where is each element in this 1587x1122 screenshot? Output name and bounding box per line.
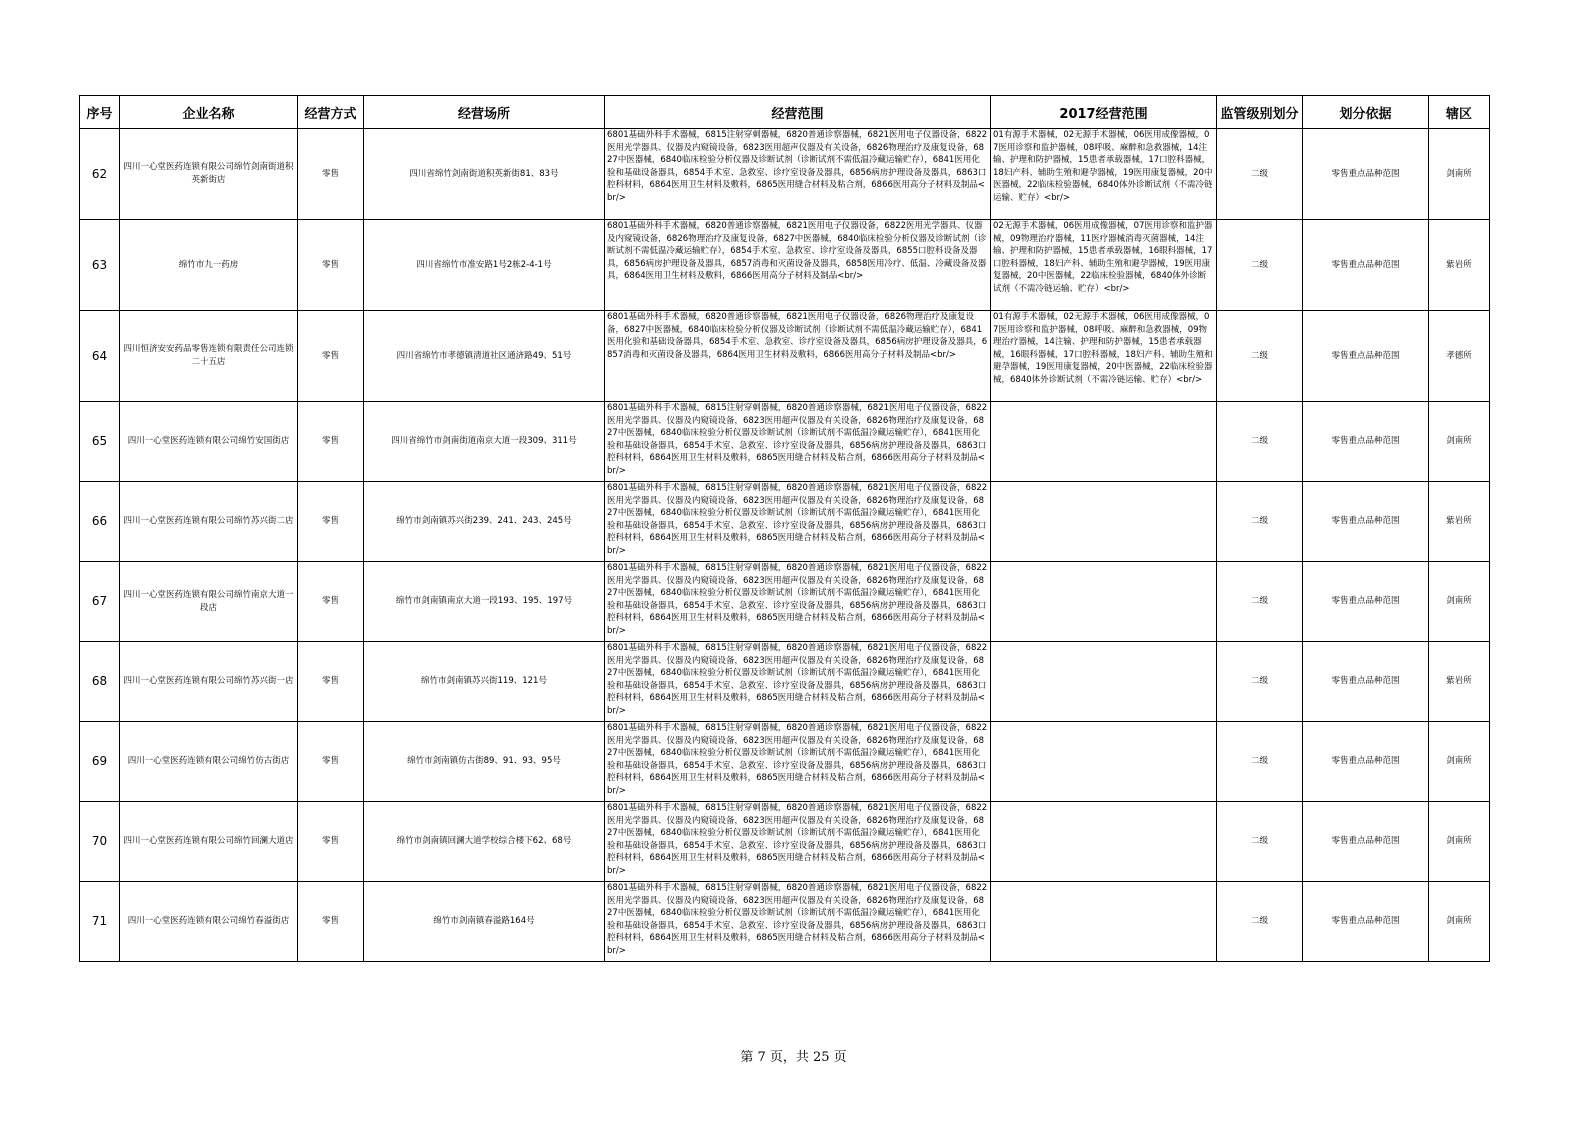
- table-row: [80, 722, 1490, 802]
- cell-scope: 6801基础外科手术器械，6820普通诊察器械，6821医用电子仪器设备，6826物理治疗及康复设备，6827中医器械，6840临床检验分析仪器及诊断试剂（诊断试剂不需低温冷藏运输贮存），6841医用化验和基础设备器具，6854手术室、急救室、诊疗室设备及器具，6856病房护理设备及器具，6857消毒和灭菌设备及器具，6864医用卫生材料及敷料，6866医用高分子材料及制品<br/>: [605, 311, 991, 402]
- cell-scope-2017: 01有源手术器械，02无源手术器械，06医用成像器械，07医用诊察和监护器械，08呼吸、麻醉和急救器械，09物理治疗器械，14注输、护理和防护器械，15患者承载器械，16眼科器械，17口腔科器械，18妇产科、辅助生殖和避孕器械，19医用康复器械，20中医器械，22临床检验器械，6840体外诊断试剂（不需冷链运输、贮存）<br/>: [991, 311, 1217, 402]
- cell-scope-2017: 02无源手术器械，06医用成像器械，07医用诊察和监护器械，09物理治疗器械，11医疗器械消毒灭菌器械，14注输、护理和防护器械，15患者承载器械，16眼科器械，17口腔科器械，18妇产科、辅助生殖和避孕器械，19医用康复器械，20中医器械，22临床检验器械，6840体外诊断试剂（不需冷链运输、贮存）<br/>: [991, 220, 1217, 311]
- cell-basis: 零售重点品种范围: [1303, 220, 1429, 311]
- table-row: [80, 311, 1490, 402]
- header-scope: 经营范围: [605, 96, 991, 129]
- cell-scope: 6801基础外科手术器械，6815注射穿刺器械，6820普通诊察器械，6821医用电子仪器设备，6822医用光学器具、仪器及内窥镜设备，6823医用超声仪器及有关设备，6826物理治疗及康复设备，6827中医器械，6840临床检验分析仪器及诊断试剂（诊断试剂不需低温冷藏运输贮存），6841医用化验和基础设备器具，6854手术室、急救室、诊疗室设备及器具，6856病房护理设备及器具，6863口腔科材料，6864医用卫生材料及敷料，6865医用缝合材料及粘合剂，6866医用高分子材料及制品<br/>: [605, 129, 991, 220]
- cell-mode: 零售: [298, 402, 364, 482]
- cell-scope: 6801基础外科手术器械，6815注射穿刺器械，6820普通诊察器械，6821医用电子仪器设备，6822医用光学器具、仪器及内窥镜设备，6823医用超声仪器及有关设备，6826物理治疗及康复设备，6827中医器械，6840临床检验分析仪器及诊断试剂（诊断试剂不需低温冷藏运输贮存），6841医用化验和基础设备器具，6854手术室、急救室、诊疗室设备及器具，6856病房护理设备及器具，6863口腔科材料，6864医用卫生材料及敷料，6865医用缝合材料及粘合剂，6866医用高分子材料及制品<br/>: [605, 722, 991, 802]
- cell-scope: 6801基础外科手术器械，6815注射穿刺器械，6820普通诊察器械，6821医用电子仪器设备，6822医用光学器具、仪器及内窥镜设备，6823医用超声仪器及有关设备，6826物理治疗及康复设备，6827中医器械，6840临床检验分析仪器及诊断试剂（诊断试剂不需低温冷藏运输贮存），6841医用化验和基础设备器具，6854手术室、急救室、诊疗室设备及器具，6856病房护理设备及器具，6863口腔科材料，6864医用卫生材料及敷料，6865医用缝合材料及粘合剂，6866医用高分子材料及制品<br/>: [605, 642, 991, 722]
- cell-basis: 零售重点品种范围: [1303, 482, 1429, 562]
- cell-basis: 零售重点品种范围: [1303, 802, 1429, 882]
- cell-basis: 零售重点品种范围: [1303, 129, 1429, 220]
- cell-level: 二级: [1217, 882, 1303, 962]
- cell-scope-2017: [991, 402, 1217, 482]
- cell-level: 二级: [1217, 642, 1303, 722]
- cell-seq: 62: [80, 129, 120, 220]
- cell-district: 剑南所: [1429, 129, 1490, 220]
- table-row: [80, 482, 1490, 562]
- cell-district: 紫岩所: [1429, 642, 1490, 722]
- header-scope-2017: 2017经营范围: [991, 96, 1217, 129]
- table-row: [80, 562, 1490, 642]
- cell-scope-2017: [991, 722, 1217, 802]
- cell-name: 四川恒济安安药品零售连锁有限责任公司连锁二十五店: [120, 311, 298, 402]
- cell-address: 绵竹市剑南镇回澜大道学校综合楼下62、68号: [364, 802, 605, 882]
- cell-level: 二级: [1217, 562, 1303, 642]
- header-basis: 划分依据: [1303, 96, 1429, 129]
- header-address: 经营场所: [364, 96, 605, 129]
- cell-name: 绵竹市九一药房: [120, 220, 298, 311]
- cell-seq: 71: [80, 882, 120, 962]
- table-row: [80, 882, 1490, 962]
- header-name: 企业名称: [120, 96, 298, 129]
- table-row: [80, 642, 1490, 722]
- cell-basis: 零售重点品种范围: [1303, 311, 1429, 402]
- cell-scope-2017: 01有源手术器械，02无源手术器械，06医用成像器械，07医用诊察和监护器械，08呼吸、麻醉和急救器械，14注输、护理和防护器械，15患者承载器械，17口腔科器械，18妇产科、辅助生殖和避孕器械，19医用康复器械，20中医器械，22临床检验器械，6840体外诊断试剂（不需冷链运输、贮存）<br/>: [991, 129, 1217, 220]
- cell-name: 四川一心堂医药连锁有限公司绵竹苏兴街二店: [120, 482, 298, 562]
- cell-name: 四川一心堂医药连锁有限公司绵竹剑南街道积英新街店: [120, 129, 298, 220]
- page-footer: 第 7 页，共 25 页: [740, 1050, 847, 1065]
- cell-seq: 69: [80, 722, 120, 802]
- cell-basis: 零售重点品种范围: [1303, 402, 1429, 482]
- cell-district: 紫岩所: [1429, 482, 1490, 562]
- cell-name: 四川一心堂医药连锁有限公司绵竹春溢街店: [120, 882, 298, 962]
- cell-mode: 零售: [298, 802, 364, 882]
- cell-level: 二级: [1217, 482, 1303, 562]
- cell-name: 四川一心堂医药连锁有限公司绵竹苏兴街一店: [120, 642, 298, 722]
- table-row: [80, 220, 1490, 311]
- header-district: 辖区: [1429, 96, 1490, 129]
- header-mode: 经营方式: [298, 96, 364, 129]
- cell-seq: 68: [80, 642, 120, 722]
- header-level: 监管级别划分: [1217, 96, 1303, 129]
- cell-scope-2017: [991, 642, 1217, 722]
- cell-basis: 零售重点品种范围: [1303, 642, 1429, 722]
- cell-level: 二级: [1217, 220, 1303, 311]
- cell-scope: 6801基础外科手术器械，6815注射穿刺器械，6820普通诊察器械，6821医用电子仪器设备，6822医用光学器具、仪器及内窥镜设备，6823医用超声仪器及有关设备，6826物理治疗及康复设备，6827中医器械，6840临床检验分析仪器及诊断试剂（诊断试剂不需低温冷藏运输贮存），6841医用化验和基础设备器具，6854手术室、急救室、诊疗室设备及器具，6856病房护理设备及器具，6863口腔科材料，6864医用卫生材料及敷料，6865医用缝合材料及粘合剂，6866医用高分子材料及制品<br/>: [605, 562, 991, 642]
- cell-district: 剑南所: [1429, 882, 1490, 962]
- cell-level: 二级: [1217, 129, 1303, 220]
- cell-district: 紫岩所: [1429, 220, 1490, 311]
- cell-name: 四川一心堂医药连锁有限公司绵竹仿古街店: [120, 722, 298, 802]
- table-row: [80, 802, 1490, 882]
- cell-district: 孝德所: [1429, 311, 1490, 402]
- cell-scope: 6801基础外科手术器械，6815注射穿刺器械，6820普通诊察器械，6821医用电子仪器设备，6822医用光学器具、仪器及内窥镜设备，6823医用超声仪器及有关设备，6826物理治疗及康复设备，6827中医器械，6840临床检验分析仪器及诊断试剂（诊断试剂不需低温冷藏运输贮存），6841医用化验和基础设备器具，6854手术室、急救室、诊疗室设备及器具，6856病房护理设备及器具，6863口腔科材料，6864医用卫生材料及敷料，6865医用缝合材料及粘合剂，6866医用高分子材料及制品<br/>: [605, 882, 991, 962]
- cell-mode: 零售: [298, 311, 364, 402]
- header-seq: 序号: [80, 96, 120, 129]
- cell-basis: 零售重点品种范围: [1303, 722, 1429, 802]
- cell-address: 绵竹市剑南镇仿古街89、91、93、95号: [364, 722, 605, 802]
- table-row: [80, 129, 1490, 220]
- cell-seq: 66: [80, 482, 120, 562]
- table-row: [80, 402, 1490, 482]
- cell-address: 绵竹市剑南镇苏兴街239、241、243、245号: [364, 482, 605, 562]
- cell-mode: 零售: [298, 722, 364, 802]
- cell-scope: 6801基础外科手术器械，6820普通诊察器械，6821医用电子仪器设备，6822医用光学器具、仪器及内窥镜设备，6826物理治疗及康复设备，6827中医器械，6840临床检验分析仪器及诊断试剂（诊断试剂不需低温冷藏运输贮存），6854手术室、急救室、诊疗室设备及器具，6855口腔科设备及器具，6856病房护理设备及器具，6857消毒和灭菌设备及器具，6858医用冷疗、低温、冷藏设备及器具，6864医用卫生材料及敷料，6866医用高分子材料及制品<br/>: [605, 220, 991, 311]
- cell-seq: 64: [80, 311, 120, 402]
- cell-scope: 6801基础外科手术器械，6815注射穿刺器械，6820普通诊察器械，6821医用电子仪器设备，6822医用光学器具、仪器及内窥镜设备，6823医用超声仪器及有关设备，6826物理治疗及康复设备，6827中医器械，6840临床检验分析仪器及诊断试剂（诊断试剂不需低温冷藏运输贮存），6841医用化验和基础设备器具，6854手术室、急救室、诊疗室设备及器具，6856病房护理设备及器具，6863口腔科材料，6864医用卫生材料及敷料，6865医用缝合材料及粘合剂，6866医用高分子材料及制品<br/>: [605, 802, 991, 882]
- cell-seq: 63: [80, 220, 120, 311]
- cell-scope-2017: [991, 482, 1217, 562]
- cell-mode: 零售: [298, 882, 364, 962]
- header-row: [80, 96, 1490, 129]
- cell-district: 剑南所: [1429, 562, 1490, 642]
- cell-district: 剑南所: [1429, 722, 1490, 802]
- cell-basis: 零售重点品种范围: [1303, 882, 1429, 962]
- cell-level: 二级: [1217, 722, 1303, 802]
- cell-mode: 零售: [298, 220, 364, 311]
- cell-seq: 67: [80, 562, 120, 642]
- cell-district: 剑南所: [1429, 802, 1490, 882]
- cell-district: 剑南所: [1429, 402, 1490, 482]
- cell-mode: 零售: [298, 129, 364, 220]
- cell-address: 四川省绵竹市孝德镇清道社区通济路49、51号: [364, 311, 605, 402]
- cell-address: 绵竹市剑南镇苏兴街119、121号: [364, 642, 605, 722]
- cell-scope-2017: [991, 562, 1217, 642]
- cell-address: 绵竹市剑南镇南京大道一段193、195、197号: [364, 562, 605, 642]
- cell-basis: 零售重点品种范围: [1303, 562, 1429, 642]
- cell-address: 四川省绵竹市剑南街道南京大道一段309、311号: [364, 402, 605, 482]
- cell-level: 二级: [1217, 311, 1303, 402]
- cell-scope: 6801基础外科手术器械，6815注射穿刺器械，6820普通诊察器械，6821医用电子仪器设备，6822医用光学器具、仪器及内窥镜设备，6823医用超声仪器及有关设备，6826物理治疗及康复设备，6827中医器械，6840临床检验分析仪器及诊断试剂（诊断试剂不需低温冷藏运输贮存），6841医用化验和基础设备器具，6854手术室、急救室、诊疗室设备及器具，6856病房护理设备及器具，6863口腔科材料，6864医用卫生材料及敷料，6865医用缝合材料及粘合剂，6866医用高分子材料及制品<br/>: [605, 482, 991, 562]
- cell-mode: 零售: [298, 482, 364, 562]
- cell-mode: 零售: [298, 562, 364, 642]
- cell-mode: 零售: [298, 642, 364, 722]
- cell-name: 四川一心堂医药连锁有限公司绵竹安国街店: [120, 402, 298, 482]
- cell-address: 绵竹市剑南镇春溢路164号: [364, 882, 605, 962]
- cell-name: 四川一心堂医药连锁有限公司绵竹回澜大道店: [120, 802, 298, 882]
- cell-address: 四川省绵竹市准安路1号2栋2-4-1号: [364, 220, 605, 311]
- enterprise-table: [79, 95, 1490, 962]
- cell-name: 四川一心堂医药连锁有限公司绵竹南京大道一段店: [120, 562, 298, 642]
- cell-scope-2017: [991, 882, 1217, 962]
- cell-level: 二级: [1217, 802, 1303, 882]
- cell-scope-2017: [991, 802, 1217, 882]
- cell-seq: 70: [80, 802, 120, 882]
- page-number: 7: [757, 1050, 766, 1065]
- cell-seq: 65: [80, 402, 120, 482]
- cell-address: 四川省绵竹剑南街道积英新街81、83号: [364, 129, 605, 220]
- page-total: 25: [813, 1050, 830, 1065]
- cell-scope: 6801基础外科手术器械，6815注射穿刺器械，6820普通诊察器械，6821医用电子仪器设备，6822医用光学器具、仪器及内窥镜设备，6823医用超声仪器及有关设备，6826物理治疗及康复设备，6827中医器械，6840临床检验分析仪器及诊断试剂（诊断试剂不需低温冷藏运输贮存），6841医用化验和基础设备器具，6854手术室、急救室、诊疗室设备及器具，6856病房护理设备及器具，6863口腔科材料，6864医用卫生材料及敷料，6865医用缝合材料及粘合剂，6866医用高分子材料及制品<br/>: [605, 402, 991, 482]
- cell-level: 二级: [1217, 402, 1303, 482]
